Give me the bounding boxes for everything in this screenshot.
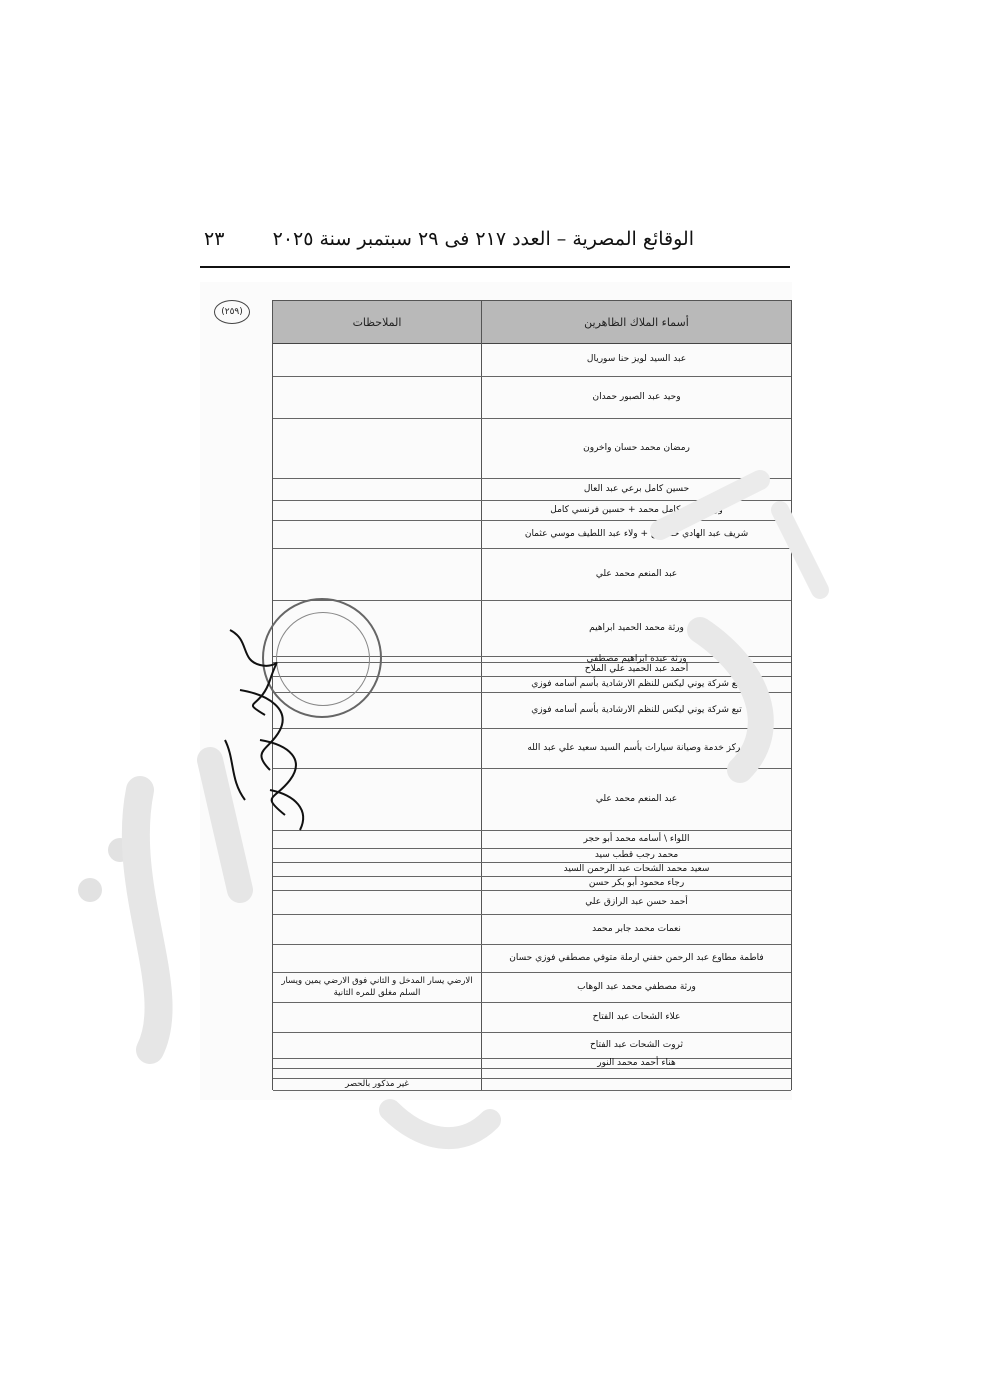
owner-name: ثروت الشحات عبد الفتاح: [589, 1040, 684, 1050]
owner-name: تبع شركة يوني ليكس للنظم الارشادية بأسم أسامه فوزي: [531, 705, 742, 715]
owner-name: أحمد حسن عبد الرازق علي: [585, 897, 688, 907]
owner-name: محمد رجب قطب سيد: [594, 850, 679, 860]
column-header-names: أسماء الملاك الظاهرين: [584, 315, 689, 329]
page-header: [200, 222, 790, 262]
owner-name: علاء الشحات عبد الفتاح: [592, 1012, 681, 1022]
row-note: الارضي يسار المدخل و الثاني فوق الارضي يمين ويسار السلم مغلق للمره الثانية: [281, 976, 473, 998]
owner-name: عبد السيد لويز حنا سوريال: [586, 354, 687, 364]
owner-name: شريف عبد الهادي حسانين + ولاء عبد اللطيف موسي عثمان: [524, 529, 749, 539]
table-header: [273, 300, 791, 344]
owner-name: فاطمة مطاوع عبد الرحمن حفني ارملة متوفي مصطفي فوزي حسان: [509, 953, 764, 963]
owner-name: رجاء محمود أبو بكر حسن: [588, 878, 685, 888]
row-note: [277, 376, 477, 418]
owner-name: أحمد عبد الحميد علي الملاح: [584, 664, 689, 674]
owner-name: عبد المنعم محمد علي: [595, 794, 678, 804]
page-reference-circle: (٢٥٩): [214, 300, 250, 324]
row-note: غير مذكور بالحصر: [345, 1079, 409, 1089]
page-number: ٢٣: [204, 228, 225, 250]
owner-name: رمضان محمد حسان واخرون: [583, 443, 690, 453]
owner-name: عبد المنعم محمد علي: [595, 569, 678, 579]
header-divider: [200, 266, 790, 268]
owner-name: ورثة عبده ابراهيم مصطفي: [586, 654, 687, 664]
owner-name: حسين كامل برعي عبد العال: [583, 484, 690, 494]
owner-name: تبع شركة يوني ليكس للنظم الارشادية بأسم أسامه فوزي: [531, 679, 742, 689]
gazette-title: الوقائع المصرية – العدد ٢١٧ فى ٢٩ سبتمبر سنة ٢٠٢٥: [272, 228, 694, 250]
owner-name: نعمات محمد جابر محمد: [592, 924, 681, 934]
owner-name: اللواء \ أسامه محمد أبو حجر: [583, 834, 690, 844]
owner-name: سعيد محمد الشحات عبد الرحمن السيد: [563, 864, 710, 874]
gazette-watermark: [60, 470, 860, 1170]
row-note: [277, 418, 477, 478]
column-header-notes: الملاحظات: [352, 315, 402, 329]
owner-name: هناء أحمد محمد النور: [597, 1058, 676, 1068]
owner-name: وحيد عبد الصبور حمدان: [592, 392, 681, 402]
owner-name: مركز خدمة وصيانة سيارات بأسم السيد سعيد علي عبد الله: [527, 743, 746, 753]
owner-name: ورثة محمد كامل محمد + حسين فرنسي كامل: [550, 505, 723, 515]
table-row: [273, 376, 791, 419]
owner-name: ورثة مصطفي محمد عبد الوهاب: [577, 982, 696, 992]
row-note: [277, 342, 477, 376]
owner-name: ورثة محمد الحميد ابراهيم: [589, 623, 684, 633]
table-row: [273, 342, 791, 377]
